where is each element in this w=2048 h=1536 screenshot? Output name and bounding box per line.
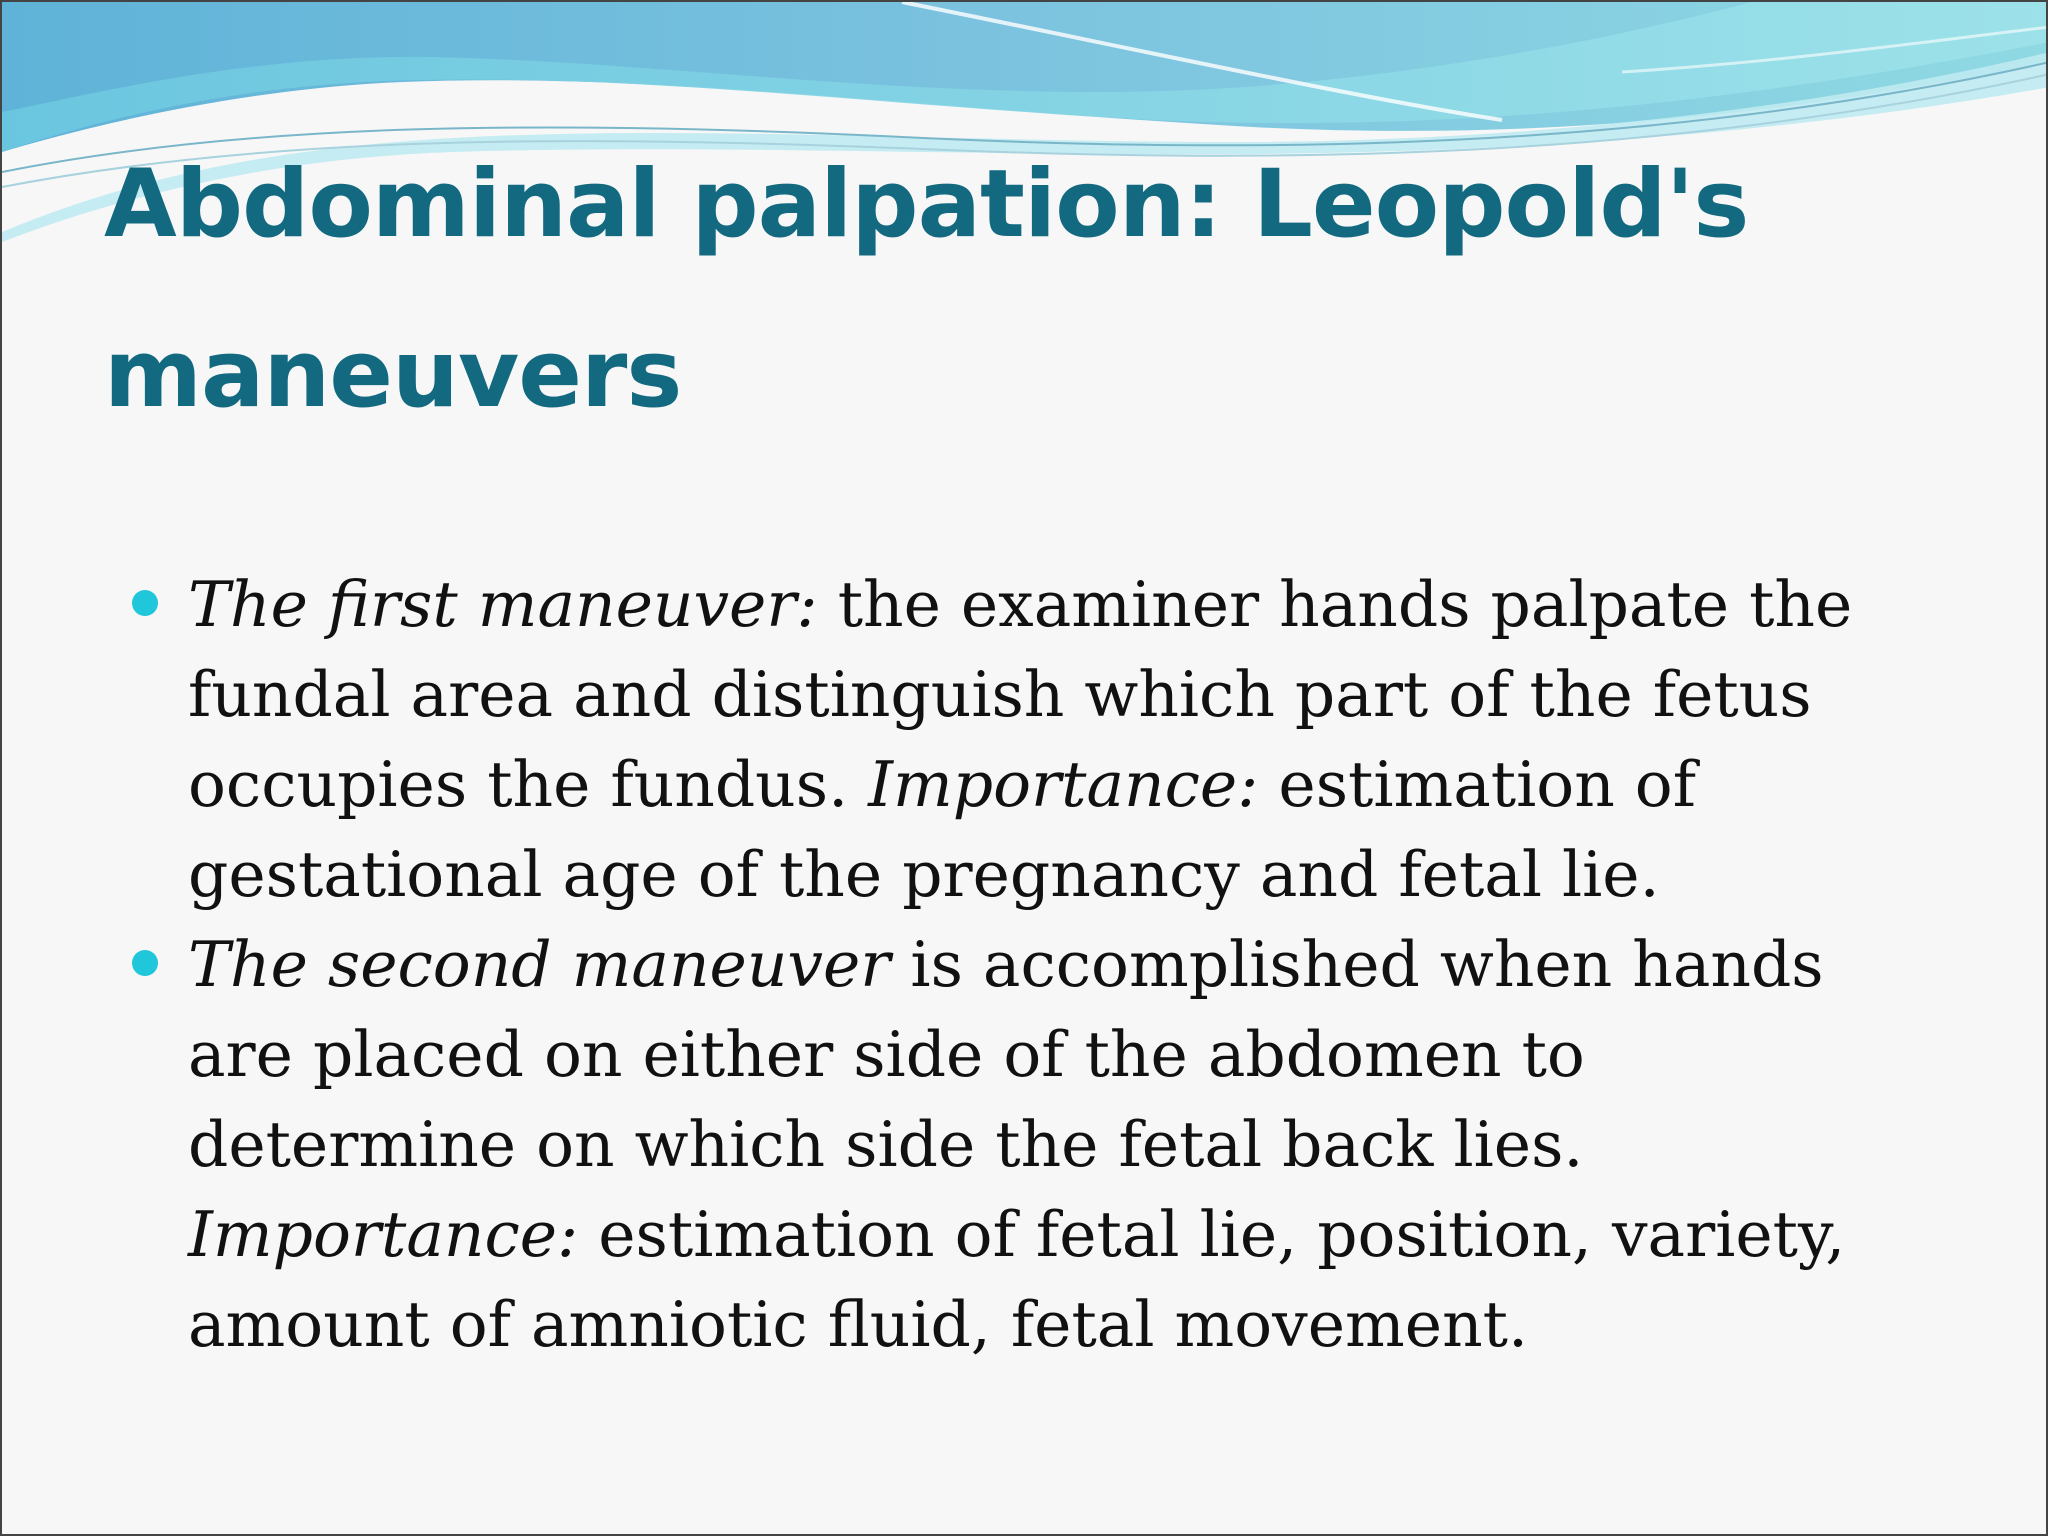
bullet-text: is accomplished when hands are placed on either side of the abdomen to determine on which side the fetal back lies. xyxy=(188,928,1824,1181)
bullet-item-second-maneuver xyxy=(132,920,1932,1370)
importance-text: estimation of fetal lie, position, variety, amount of amniotic fluid, fetal movement. xyxy=(188,1198,1846,1361)
importance-label: Importance: xyxy=(188,1198,579,1271)
bullet-dot-icon xyxy=(132,590,158,616)
bullet-list xyxy=(132,560,1932,1370)
bullet-item-first-maneuver xyxy=(132,560,1932,920)
bullet-lead: The first maneuver: xyxy=(188,568,818,641)
slide-title: Abdominal palpation: Leopold's maneuvers xyxy=(104,150,1749,429)
bullet-dot-icon xyxy=(132,950,158,976)
importance-label: Importance: xyxy=(868,748,1259,821)
importance-text: estimation of gestational age of the pregnancy and fetal lie. xyxy=(188,748,1697,911)
bullet-text: the examiner hands palpate the fundal area and distinguish which part of the fetus occupies the fundus. xyxy=(188,568,1853,821)
bullet-lead: The second maneuver xyxy=(188,928,891,1001)
